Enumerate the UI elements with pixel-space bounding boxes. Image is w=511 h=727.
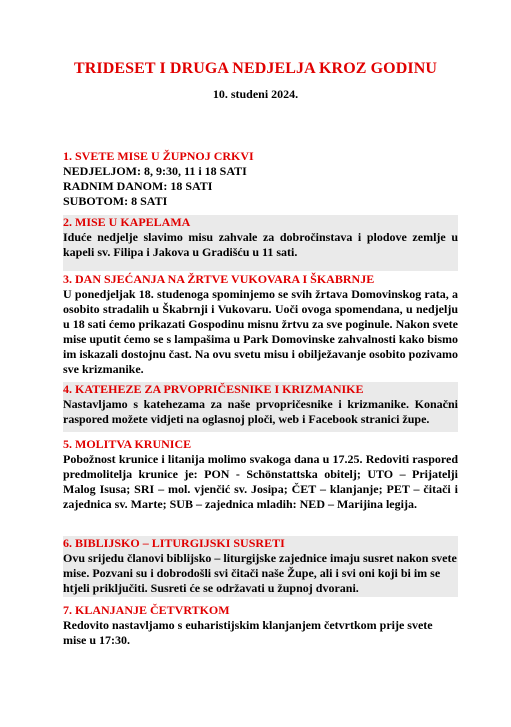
- section-body: U ponedjeljak 18. studenoga spominjemo se svih žrtava Domovinskog rata, a osobito stradalih u Škabrnji i Vukovaru. Uoči ovoga spomendana, u nedjelju u 18 sati ćemo prikazati Gospodinu misnu žrtvu za sve poginule. Nakon svete mise uputit ćemo se s lampašima u Park Domovinske zahvalnosti kako bismo im iskazali dostojnu čast. Na ovu svetu misu i obilježavanje osobito pozivamo sve krizmanike.: [63, 287, 458, 376]
- section-body: Redovito nastavljamo s euharistijskim klanjanjem četvrtkom prije svete mise u 17:30.: [63, 618, 433, 647]
- section-heading: 2. MISE U KAPELAMA: [63, 215, 191, 229]
- section-body: Iduće nedjelje slavimo misu zahvale za dobročinstava i plodove zemlje u kapeli sv. Filipa i Jakova u Gradišću u 11 sati.: [63, 230, 458, 259]
- section-heading: 6. BIBLIJSKO – LITURGIJSKI SUSRETI: [63, 536, 285, 550]
- section-chapel-masses: [63, 215, 458, 271]
- section-biblical-meetings: [63, 536, 458, 597]
- section-mass-times: [63, 149, 458, 209]
- section-rosary: [63, 437, 458, 512]
- section-catechesis: [63, 382, 458, 432]
- section-adoration: [63, 603, 458, 648]
- schedule-line-weekday: RADNIM DANOM: 18 SATI: [63, 179, 213, 193]
- schedule-line-sunday: NEDJELJOM: 8, 9:30, 11 i 18 SATI: [63, 164, 247, 178]
- section-heading: 5. MOLITVA KRUNICE: [63, 437, 192, 451]
- section-remembrance-day: [63, 272, 458, 377]
- page-title: TRIDESET I DRUGA NEDJELJA KROZ GODINU: [73, 60, 438, 77]
- page-date: 10. studeni 2024.: [212, 87, 299, 101]
- section-body: Pobožnost krunice i litanija molimo svakoga dana u 17.25. Redoviti raspored predmolitelja krunice je: PON - Schönstattska obitelj; UTO – Prijatelji Malog Isusa; SRI – mol. vjenčić sv. Josipa; ČET – klanjanje; PET – čitači i zajednica sv. Marte; SUB – zajednica mladih: NED – Marijina legija.: [63, 452, 458, 511]
- section-body: Nastavljamo s katehezama za naše prvopričesnike i krizmanike. Konačni raspored možete vidjeti na oglasnoj ploči, web i Facebook stranici župe.: [63, 397, 458, 426]
- section-heading: 1. SVETE MISE U ŽUPNOJ CRKVI: [63, 149, 254, 163]
- section-heading: 7. KLANJANJE ČETVRTKOM: [63, 603, 230, 617]
- section-heading: 3. DAN SJEĆANJA NA ŽRTVE VUKOVARA I ŠKABRNJE: [63, 272, 375, 286]
- section-body: Ovu srijedu članovi biblijsko – liturgijske zajednice imaju susret nakon svete mise. Pozvani su i dobrodošli svi čitači naše Župe, ali i svi oni koji bi im se htjeli priključiti. Susreti će se održavati u župnoj dvorani.: [63, 551, 457, 595]
- schedule-line-saturday: SUBOTOM: 8 SATI: [63, 194, 168, 208]
- section-heading: 4. KATEHEZE ZA PRVOPRIČESNIKE I KRIZMANIKE: [63, 382, 364, 396]
